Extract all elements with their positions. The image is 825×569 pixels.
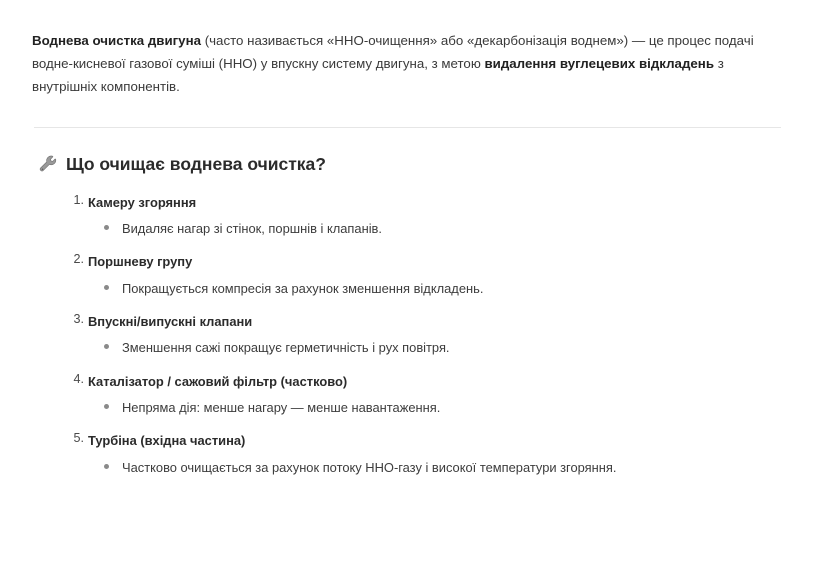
intro-text-1: (часто називається «HHO-очищення» або «декарбонізація воднем») — це процес подачі водне-кисневої газової суміші (HHO) у впускну систему двигуна, з метою — [32, 33, 754, 71]
cleaning-targets-list — [32, 193, 787, 478]
list-item-title: Турбіна (вхідна частина) — [88, 433, 246, 449]
intro-text-2: з внутрішніх компонентів. — [32, 55, 724, 94]
section-heading — [38, 154, 787, 175]
list-item-detail: Непряма дія: менше нагару — менше навантаження. — [88, 398, 787, 417]
list-item-details — [88, 458, 787, 477]
list-item — [32, 252, 787, 298]
section-divider — [34, 127, 781, 128]
list-item-title: Впускні/випускні клапани — [88, 314, 253, 330]
wrench-icon — [38, 155, 58, 175]
list-item-detail: Покращується компресія за рахунок зменшення відкладень. — [88, 279, 787, 298]
list-item — [32, 372, 787, 418]
list-item-title: Камеру згоряння — [88, 194, 197, 210]
list-item — [32, 312, 787, 358]
intro-paragraph — [32, 30, 787, 99]
list-item-details — [88, 279, 787, 298]
list-item — [32, 431, 787, 477]
list-item-detail: Частково очищається за рахунок потоку HHO-газу і високої температури згоряння. — [88, 458, 787, 477]
list-item-title: Каталізатор / сажовий фільтр (частково) — [88, 373, 348, 389]
list-item-detail: Зменшення сажі покращує герметичність і рух повітря. — [88, 338, 787, 357]
list-item-detail: Видаляє нагар зі стінок, поршнів і клапанів. — [88, 219, 787, 238]
list-item-title: Поршневу групу — [88, 254, 193, 270]
list-item — [32, 193, 787, 239]
list-item-details — [88, 338, 787, 357]
intro-lead-term: Воднева очистка двигуна — [32, 33, 201, 48]
section-heading-text: Що очищає воднева очистка? — [66, 153, 326, 174]
list-item-details — [88, 219, 787, 238]
list-item-details — [88, 398, 787, 417]
intro-bold-term-2: видалення вуглецевих відкладень — [484, 55, 714, 71]
